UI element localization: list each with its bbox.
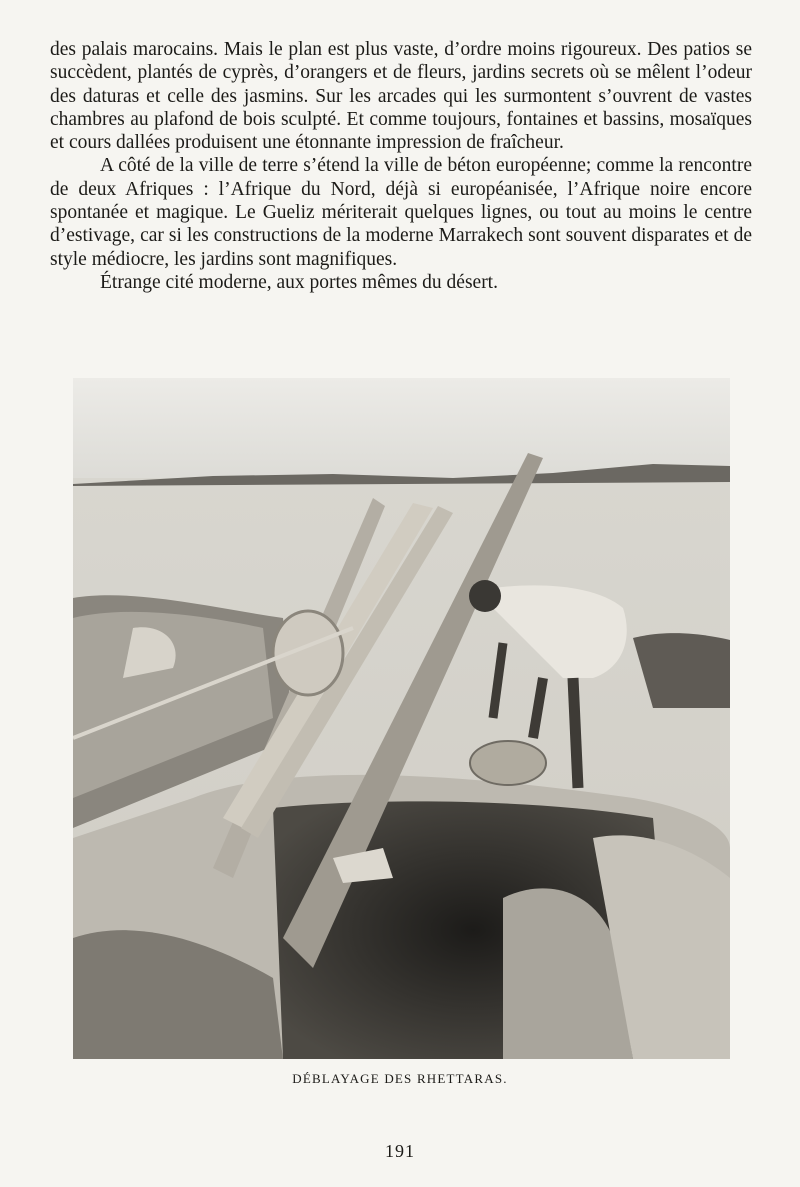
page-number: 191 — [385, 1141, 415, 1161]
paragraph-3: Étrange cité moderne, aux portes mêmes du désert. — [100, 271, 498, 293]
paragraph-1: des palais marocains. Mais le plan est plus vaste, d’ordre moins rigoureux. Des patios se succèdent, plantés de cyprès, d’orangers et de fleurs, jardins secrets où se mêlent l’odeur des daturas et celle des jasmins. Sur les arcades qui les surmontent s’ouvrent de vastes chambres au plafond de bois sculpté. Et comme toujours, fontaines et bassins, mosaïques et cours dallées produisent une étonnante impression de fraîcheur. — [50, 39, 752, 154]
photograph-illustration — [73, 378, 730, 1059]
photo-caption: DÉBLAYAGE DES RHETTARAS. — [292, 1071, 508, 1086]
paragraph-2: A côté de la ville de terre s’étend la ville de béton européenne; comme la rencontre de deux Afriques : l’Afrique du Nord, déjà si européanisée, l’Afrique noire encore spontanée et magique. Le Gueliz mériterait quelques lignes, ou tout au moins le centre d’estivage, car si les constructions de la moderne Marrakech sont souvent disparates et de style médiocre, les jardins sont magnifiques. — [50, 155, 752, 270]
photograph-rhettara-clearing — [73, 378, 730, 1059]
body-text — [50, 38, 752, 294]
